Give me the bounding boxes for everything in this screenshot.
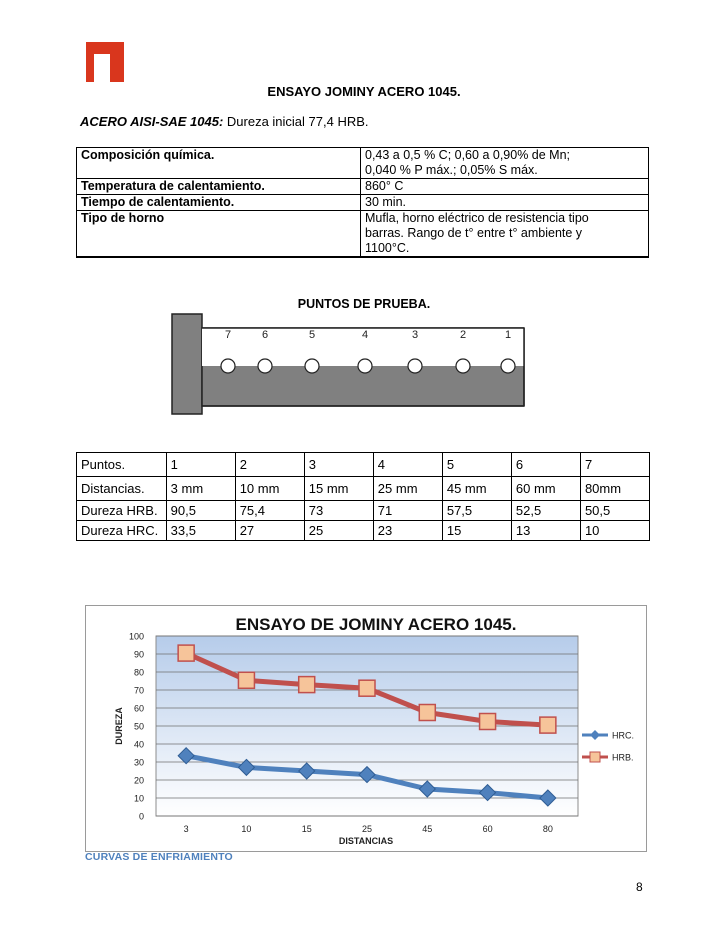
table-cell: 3 mm <box>166 477 235 501</box>
specimen-diagram <box>170 312 530 418</box>
chart-frame <box>85 605 647 852</box>
point-label: 5 <box>308 329 316 341</box>
point-label: 4 <box>361 329 369 341</box>
table-cell: 50,5 <box>580 501 649 521</box>
chart-title: ENSAYO DE JOMINY ACERO 1045. <box>235 615 517 634</box>
table-cell: 57,5 <box>442 501 511 521</box>
spec-key: Tipo de horno <box>77 211 361 258</box>
table-cell: 15 <box>442 521 511 541</box>
test-point-hole <box>456 359 470 373</box>
table-cell: 15 mm <box>304 477 373 501</box>
row-header-cell: Distancias. <box>77 477 167 501</box>
point-label: 3 <box>411 329 419 341</box>
point-label: 7 <box>224 329 232 341</box>
y-tick-label: 70 <box>133 685 144 696</box>
table-cell: 73 <box>304 501 373 521</box>
table-row <box>77 521 650 541</box>
y-tick-label: 30 <box>133 757 144 768</box>
data-point-marker <box>480 714 496 730</box>
y-tick-label: 100 <box>128 631 144 642</box>
x-tick-label: 3 <box>183 824 189 834</box>
spec-value-line: Mufla, horno eléctrico de resistencia tipo <box>365 211 589 225</box>
y-tick-label: 10 <box>133 793 144 804</box>
table-cell: 6 <box>511 453 580 477</box>
row-header-cell: Dureza HRB. <box>77 501 167 521</box>
point-label: 6 <box>261 329 269 341</box>
table-row <box>77 179 649 195</box>
x-tick-label: 15 <box>301 824 312 834</box>
table-row <box>77 501 650 521</box>
x-tick-label: 10 <box>241 824 252 834</box>
table-cell: 5 <box>442 453 511 477</box>
y-tick-label: 90 <box>133 649 144 660</box>
legend-marker <box>590 730 600 740</box>
table-cell: 75,4 <box>235 501 304 521</box>
y-tick-label: 20 <box>133 775 144 786</box>
table-cell: 80mm <box>580 477 649 501</box>
data-point-marker <box>540 717 556 733</box>
initial-hardness-text: Dureza inicial 77,4 HRB. <box>223 114 369 129</box>
table-row <box>77 195 649 211</box>
row-header-cell: Dureza HRC. <box>77 521 167 541</box>
x-tick-label: 60 <box>482 824 493 834</box>
table-cell: 23 <box>373 521 442 541</box>
spec-value: 30 min. <box>361 195 649 211</box>
table-cell: 52,5 <box>511 501 580 521</box>
material-label: ACERO AISI-SAE 1045: <box>80 114 224 129</box>
document-title: ENSAYO JOMINY ACERO 1045. <box>267 84 461 99</box>
figure-caption: CURVAS DE ENFRIAMIENTO <box>85 851 233 863</box>
y-axis-label: DUREZA <box>114 707 124 745</box>
x-tick-label: 25 <box>361 824 373 834</box>
table-cell: 13 <box>511 521 580 541</box>
point-label: 2 <box>459 329 467 341</box>
table-row <box>77 211 649 258</box>
data-point-marker <box>178 645 194 661</box>
table-cell: 71 <box>373 501 442 521</box>
legend-marker <box>590 752 600 762</box>
table-cell: 25 <box>304 521 373 541</box>
table-cell: 10 <box>580 521 649 541</box>
y-tick-label: 40 <box>133 739 144 750</box>
spec-key: Composición química. <box>77 148 361 179</box>
table-cell: 3 <box>304 453 373 477</box>
test-point-hole <box>258 359 272 373</box>
table-row <box>77 477 650 501</box>
data-point-marker <box>419 705 435 721</box>
y-tick-label: 50 <box>133 721 144 732</box>
spec-value: 860° C <box>361 179 649 195</box>
y-tick-label: 0 <box>138 811 144 822</box>
test-point-hole <box>501 359 515 373</box>
spec-value <box>361 211 649 258</box>
table-row <box>77 453 650 477</box>
table-cell: 1 <box>166 453 235 477</box>
row-header-cell: Puntos. <box>77 453 167 477</box>
jominy-chart <box>86 606 646 851</box>
data-point-marker <box>299 677 315 693</box>
spec-value-line: 0,43 a 0,5 % C; 0,60 a 0,90% de Mn; <box>365 148 570 162</box>
test-point-hole <box>221 359 235 373</box>
data-point-marker <box>359 680 375 696</box>
table-cell: 27 <box>235 521 304 541</box>
table-cell: 4 <box>373 453 442 477</box>
test-point-hole <box>305 359 319 373</box>
spec-key: Temperatura de calentamiento. <box>77 179 361 195</box>
logo-icon <box>86 42 124 82</box>
page-number: 8 <box>636 880 643 894</box>
test-point-hole <box>408 359 422 373</box>
table-row <box>77 148 649 179</box>
table-cell: 60 mm <box>511 477 580 501</box>
spec-key: Tiempo de calentamiento. <box>77 195 361 211</box>
point-label: 1 <box>504 329 512 341</box>
material-subtitle <box>80 114 369 129</box>
table-cell: 45 mm <box>442 477 511 501</box>
legend-label: HRB. <box>612 752 634 763</box>
table-cell: 2 <box>235 453 304 477</box>
y-tick-label: 80 <box>133 667 144 678</box>
test-point-hole <box>358 359 372 373</box>
spec-value-line: 1100°C. <box>365 241 410 255</box>
y-tick-label: 60 <box>133 703 144 714</box>
spec-value <box>361 148 649 179</box>
legend-label: HRC. <box>612 730 634 741</box>
specifications-table <box>76 147 649 258</box>
table-cell: 33,5 <box>166 521 235 541</box>
hardness-data-table <box>76 452 650 541</box>
table-cell: 7 <box>580 453 649 477</box>
x-tick-label: 80 <box>542 824 553 834</box>
x-tick-label: 45 <box>422 824 433 834</box>
test-points-title: PUNTOS DE PRUEBA. <box>297 297 431 311</box>
spec-value-line: 0,040 % P máx.; 0,05% S máx. <box>365 163 538 177</box>
data-point-marker <box>238 672 254 688</box>
table-cell: 25 mm <box>373 477 442 501</box>
spec-value-line: barras. Rango de t° entre t° ambiente y <box>365 226 583 240</box>
x-axis-label: DISTANCIAS <box>338 836 394 846</box>
table-cell: 10 mm <box>235 477 304 501</box>
table-cell: 90,5 <box>166 501 235 521</box>
